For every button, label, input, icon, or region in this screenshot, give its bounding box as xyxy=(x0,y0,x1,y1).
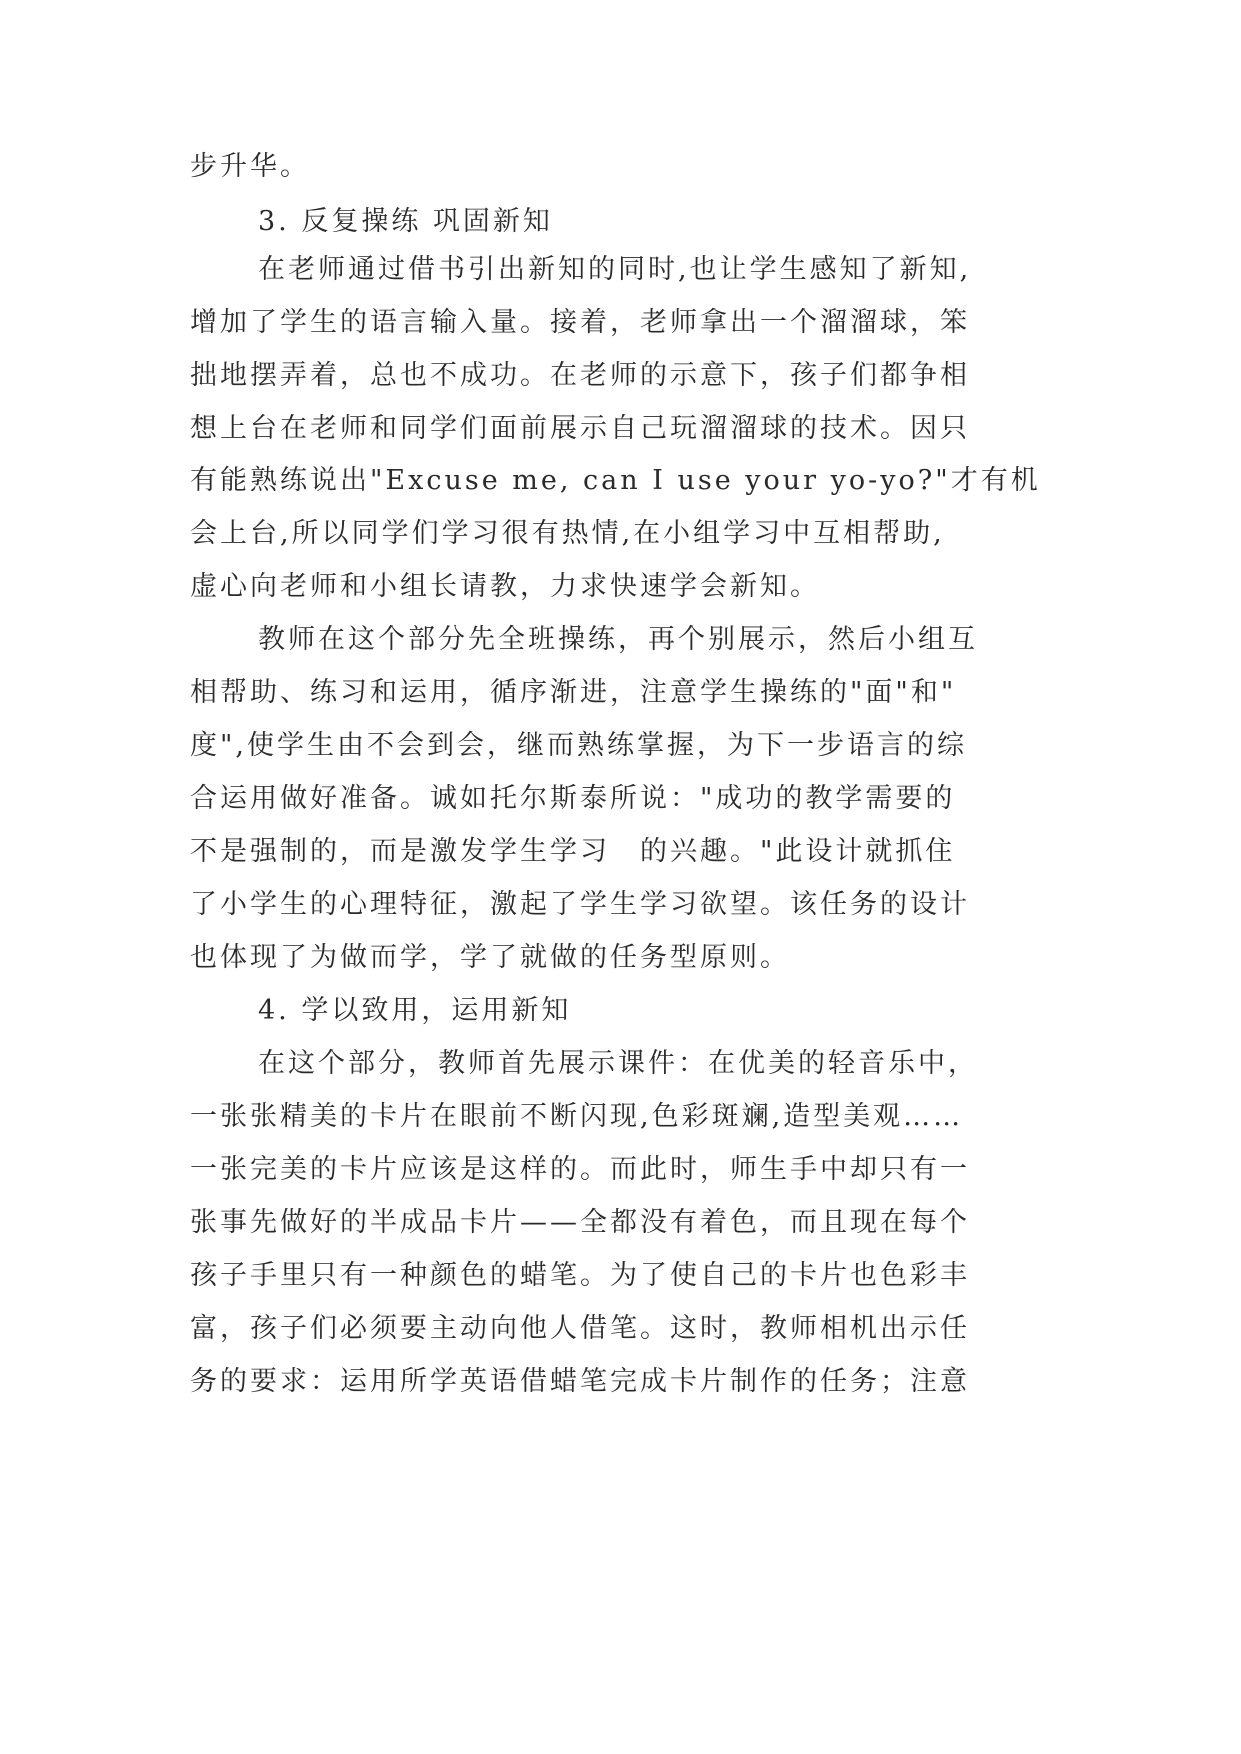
text-line-12: 度",使学生由不会到会，继而熟练掌握，为下一步语言的综 xyxy=(190,730,968,761)
text-line-7: 有能熟练说出"Excuse me, can I use your yo-yo?"才有机 xyxy=(190,465,1041,496)
text-line-15: 了小学生的心理特征，激起了学生学习欲望。该任务的设计 xyxy=(190,889,970,920)
section-heading-4: 4. 学以致用，运用新知 xyxy=(258,995,572,1026)
text-line-16: 也体现了为做而学，学了就做的任务型原则。 xyxy=(190,942,790,973)
text-line-4: 增加了学生的语言输入量。接着，老师拿出一个溜溜球，笨 xyxy=(190,307,970,338)
text-line-14: 不是强制的，而是激发学生学习 的兴趣。"此设计就抓住 xyxy=(190,836,956,867)
text-line-19: 一张张精美的卡片在眼前不断闪现,色彩斑斓,造型美观…… xyxy=(190,1101,964,1132)
text-line-13: 合运用做好准备。诚如托尔斯泰所说："成功的教学需要的 xyxy=(190,783,956,814)
text-line-10: 教师在这个部分先全班操练，再个别展示，然后小组互 xyxy=(258,624,978,655)
text-line-21: 张事先做好的半成品卡片——全都没有着色，而且现在每个 xyxy=(190,1207,970,1238)
text-line-5: 拙地摆弄着，总也不成功。在老师的示意下，孩子们都争相 xyxy=(190,360,970,391)
text-line-18: 在这个部分，教师首先展示课件：在优美的轻音乐中， xyxy=(258,1048,978,1079)
text-line-3: 在老师通过借书引出新知的同时,也让学生感知了新知, xyxy=(258,254,972,285)
text-line-24: 务的要求：运用所学英语借蜡笔完成卡片制作的任务；注意 xyxy=(190,1366,970,1397)
text-line-1: 步升华。 xyxy=(190,151,310,182)
section-heading-3: 3. 反复操练 巩固新知 xyxy=(258,206,553,237)
text-line-9: 虚心向老师和小组长请教，力求快速学会新知。 xyxy=(190,571,820,602)
text-line-8: 会上台,所以同学们学习很有热情,在小组学习中互相帮助, xyxy=(190,518,945,549)
text-line-22: 孩子手里只有一种颜色的蜡笔。为了使自己的卡片也色彩丰 xyxy=(190,1260,970,1291)
text-line-23: 富，孩子们必须要主动向他人借笔。这时，教师相机出示任 xyxy=(190,1313,970,1344)
text-line-20: 一张完美的卡片应该是这样的。而此时，师生手中却只有一 xyxy=(190,1154,970,1185)
text-line-11: 相帮助、练习和运用，循序渐进，注意学生操练的"面"和" xyxy=(190,677,957,708)
text-line-6: 想上台在老师和同学们面前展示自己玩溜溜球的技术。因只 xyxy=(190,413,970,444)
